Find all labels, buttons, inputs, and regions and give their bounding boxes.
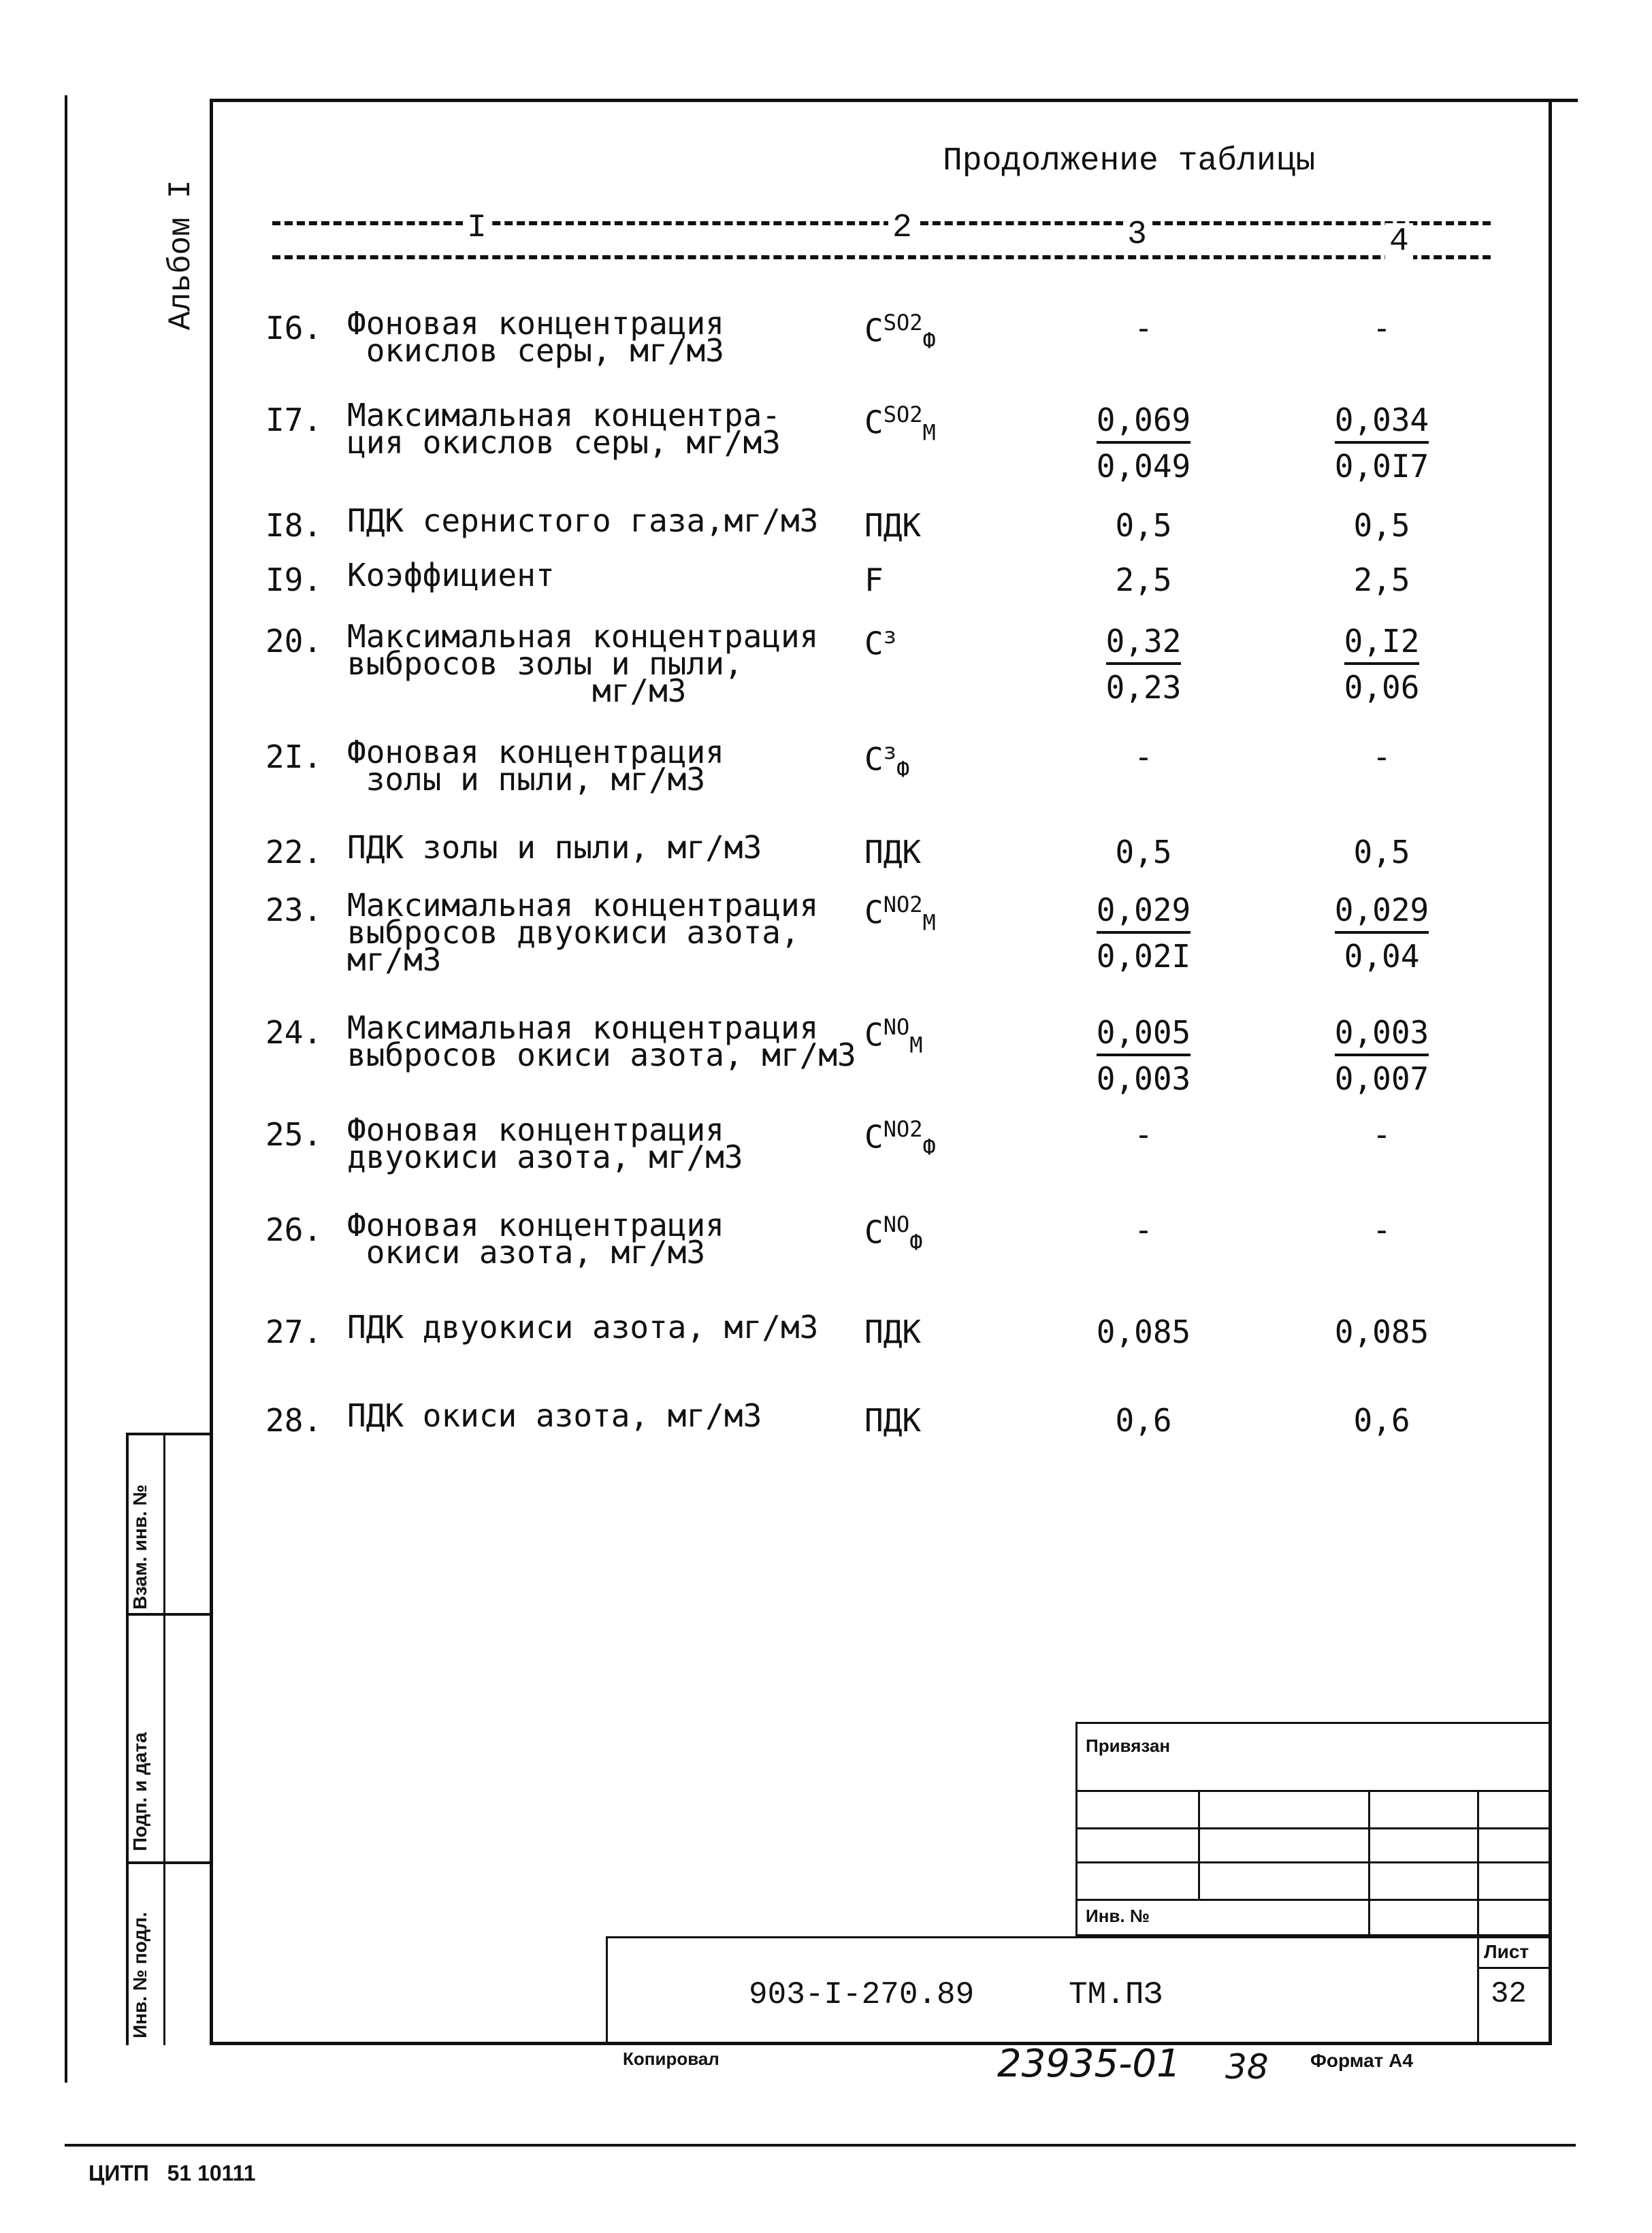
symbol-superscript: SO2 — [883, 310, 923, 336]
value-top: 0,5 — [1353, 834, 1410, 870]
row-name: ПДК двуокиси азота, мг/м3 — [347, 1309, 819, 1346]
binding-line-2 — [1075, 1827, 1552, 1829]
value-col-4 — [1314, 310, 1450, 346]
value-col-4 — [1314, 623, 1450, 706]
value-col-4 — [1314, 1314, 1450, 1350]
side-stamp-left — [126, 1433, 129, 2045]
row-symbol — [864, 738, 909, 783]
symbol-base: C — [864, 740, 884, 778]
symbol-superscript: NO — [883, 1014, 910, 1040]
value-col-4 — [1314, 834, 1450, 870]
symbol-base: C — [864, 1016, 884, 1054]
row-number: 22. — [265, 834, 323, 870]
symbol-subscript: Ф — [922, 1134, 936, 1160]
sheet-label: Лист — [1484, 1941, 1529, 1962]
symbol-subscript: Ф — [896, 756, 910, 783]
col-number-4: 4 — [1385, 223, 1413, 260]
page-bottom-line — [65, 2144, 1576, 2147]
binding-line-3 — [1075, 1861, 1552, 1863]
value-top: 0,6 — [1115, 1402, 1172, 1439]
row-name: Максимальная концентрация выбросов окиси азота, мг/м3 — [347, 1009, 856, 1073]
row-number: 2I. — [265, 738, 323, 775]
row-number: 24. — [265, 1014, 323, 1051]
row-name: Коэффициент — [347, 557, 555, 593]
value-top: - — [1134, 1211, 1153, 1248]
symbol-subscript: М — [922, 909, 936, 936]
row-number: I9. — [265, 561, 323, 598]
value-bottom: 0,06 — [1344, 669, 1420, 706]
symbol-base: C — [864, 625, 884, 662]
value-top: - — [1134, 1116, 1153, 1153]
document-suffix: ТМ.ПЗ — [1069, 1977, 1163, 2012]
symbol-subscript: М — [909, 1032, 923, 1058]
side-stamp-sep-1 — [126, 1613, 211, 1616]
symbol-superscript: NO2 — [883, 1116, 923, 1142]
format-label: Формат А4 — [1310, 2050, 1413, 2071]
value-col-4 — [1314, 1014, 1450, 1097]
row-name: ПДК золы и пыли, мг/м3 — [347, 829, 762, 866]
value-top: 0,003 — [1335, 1014, 1429, 1056]
value-col-4 — [1314, 1116, 1450, 1153]
value-bottom: 0,049 — [1096, 448, 1191, 485]
row-name: Максимальная концентрация выбросов золы и пыли, мг/м3 — [347, 618, 819, 709]
value-col-4 — [1314, 561, 1450, 598]
value-col-3 — [1075, 1014, 1212, 1097]
value-bottom: 0,0I7 — [1334, 448, 1429, 485]
value-col-4 — [1314, 1211, 1450, 1248]
symbol-base: ПДК — [864, 834, 922, 870]
side-stamp-podp: Подп. и дата — [129, 1732, 150, 1851]
binding-line-1 — [1075, 1790, 1552, 1792]
value-top: 0,I2 — [1344, 623, 1420, 665]
value-top: 0,085 — [1334, 1314, 1429, 1350]
symbol-base: ПДК — [864, 1314, 922, 1350]
row-symbol — [864, 623, 896, 662]
value-bottom: 0,04 — [1344, 938, 1420, 975]
symbol-base: ПДК — [864, 1402, 922, 1439]
symbol-base: C — [864, 1118, 884, 1156]
symbol-subscript: М — [922, 419, 936, 446]
row-symbol — [864, 834, 921, 870]
sheet-cell-divider — [1477, 1936, 1479, 2045]
inv-number-label: Инв. № — [1086, 1906, 1150, 1926]
row-symbol — [864, 402, 936, 446]
row-name: Фоновая концентрация окиси азота, мг/м3 — [347, 1207, 724, 1271]
side-stamp-vzam: Взам. инв. № — [129, 1484, 150, 1610]
value-top: 2,5 — [1353, 561, 1410, 598]
col-number-2: 2 — [888, 210, 916, 246]
row-number: 28. — [265, 1402, 323, 1439]
row-name: Фоновая концентрация окислов серы, мг/м3 — [347, 305, 724, 369]
row-number: 20. — [265, 623, 323, 659]
row-number: I6. — [265, 310, 323, 346]
row-number: 23. — [265, 892, 323, 928]
value-col-3 — [1075, 402, 1212, 485]
symbol-superscript: NO — [883, 1211, 910, 1237]
continuation-title: Продолжение таблицы — [943, 143, 1316, 180]
symbol-superscript: NO2 — [883, 892, 923, 917]
value-bottom: 0,23 — [1105, 669, 1182, 706]
row-number: 26. — [265, 1211, 323, 1248]
handwritten-number: 23935-01 — [997, 2042, 1181, 2086]
side-stamp-sep-2 — [126, 1861, 211, 1864]
value-col-3 — [1075, 623, 1212, 706]
row-symbol — [864, 507, 921, 544]
value-top: - — [1372, 738, 1391, 775]
value-col-3 — [1075, 1402, 1212, 1439]
value-col-4 — [1314, 402, 1450, 485]
symbol-superscript: з — [883, 738, 896, 764]
symbol-base: C — [864, 404, 884, 441]
value-col-4 — [1314, 1402, 1450, 1439]
value-col-4 — [1314, 507, 1450, 544]
value-top: 2,5 — [1115, 561, 1172, 598]
value-top: 0,6 — [1353, 1402, 1410, 1439]
row-symbol — [864, 1014, 923, 1058]
value-col-3 — [1075, 1211, 1212, 1248]
side-stamp-top — [126, 1433, 211, 1435]
value-top: - — [1372, 1116, 1391, 1153]
binding-label: Привязан — [1086, 1735, 1171, 1756]
row-name: Максимальная концентра- ция окислов серы, мг/м3 — [347, 397, 781, 461]
symbol-subscript: Ф — [922, 327, 936, 354]
value-bottom: 0,003 — [1096, 1060, 1191, 1097]
row-symbol — [864, 1211, 923, 1256]
side-stamp-inv: Инв. № подл. — [129, 1912, 150, 2038]
symbol-base: F — [864, 561, 884, 598]
value-col-3 — [1075, 738, 1212, 775]
binding-vline-2 — [1368, 1790, 1370, 1936]
symbol-superscript: SO2 — [883, 402, 923, 427]
symbol-base: ПДК — [864, 507, 922, 544]
value-top: 0,069 — [1097, 402, 1191, 444]
binding-vline-1 — [1198, 1790, 1200, 1899]
row-symbol — [864, 310, 936, 354]
sheet-number: 32 — [1491, 1977, 1527, 2011]
value-bottom: 0,007 — [1334, 1060, 1429, 1097]
row-name: Фоновая концентрация двуокиси азота, мг/м3 — [347, 1111, 743, 1175]
value-col-3 — [1075, 1314, 1212, 1350]
binding-vline-3 — [1477, 1790, 1479, 1936]
symbol-subscript: Ф — [909, 1229, 923, 1256]
row-symbol — [864, 1116, 936, 1160]
value-top: - — [1134, 738, 1153, 775]
handwritten-sheet: 38 — [1225, 2047, 1269, 2087]
value-col-3 — [1075, 834, 1212, 870]
value-top: 0,5 — [1353, 507, 1410, 544]
value-top: 0,5 — [1115, 507, 1172, 544]
symbol-base: C — [864, 1213, 884, 1251]
value-col-3 — [1075, 310, 1212, 346]
row-symbol — [864, 561, 884, 598]
value-top: - — [1134, 310, 1153, 346]
value-top: - — [1372, 310, 1391, 346]
symbol-superscript: з — [883, 623, 896, 649]
value-col-3 — [1075, 1116, 1212, 1153]
document-code: 903-I-270.89 — [749, 1977, 975, 2012]
symbol-base: C — [864, 312, 884, 349]
row-number: I8. — [265, 507, 323, 544]
org-code: ЦИТП 51 10111 — [88, 2161, 256, 2185]
binding-line-4 — [1075, 1899, 1552, 1901]
col-number-1: I — [463, 210, 491, 246]
row-symbol — [864, 892, 936, 936]
row-name: Фоновая концентрация золы и пыли, мг/м3 — [347, 734, 724, 798]
row-symbol — [864, 1402, 921, 1439]
row-symbol — [864, 1314, 921, 1350]
value-col-3 — [1075, 507, 1212, 544]
value-top: 0,029 — [1097, 892, 1191, 934]
copied-label: Копировал — [623, 2049, 719, 2069]
album-label: Альбом I — [163, 180, 199, 330]
value-col-4 — [1314, 738, 1450, 775]
value-top: 0,5 — [1115, 834, 1172, 870]
value-bottom: 0,02I — [1096, 938, 1191, 975]
row-number: I7. — [265, 402, 323, 438]
value-top: 0,32 — [1106, 623, 1182, 665]
col-number-3: 3 — [1123, 216, 1151, 253]
row-name: ПДК окиси азота, мг/м3 — [347, 1397, 762, 1434]
symbol-base: C — [864, 894, 884, 931]
value-col-4 — [1314, 892, 1450, 975]
value-top: 0,085 — [1096, 1314, 1191, 1350]
row-name: ПДК сернистого газа,мг/м3 — [347, 502, 819, 539]
row-number: 27. — [265, 1314, 323, 1350]
value-top: 0,034 — [1335, 402, 1429, 444]
value-col-3 — [1075, 561, 1212, 598]
side-stamp-divider — [163, 1433, 165, 2045]
value-top: 0,005 — [1097, 1014, 1191, 1056]
row-number: 25. — [265, 1116, 323, 1153]
sheet-cell-hline — [1477, 1967, 1552, 1969]
value-top: 0,029 — [1335, 892, 1429, 934]
row-name: Максимальная концентрация выбросов двуокиси азота, мг/м3 — [347, 887, 819, 978]
value-col-3 — [1075, 892, 1212, 975]
value-top: - — [1372, 1211, 1391, 1248]
